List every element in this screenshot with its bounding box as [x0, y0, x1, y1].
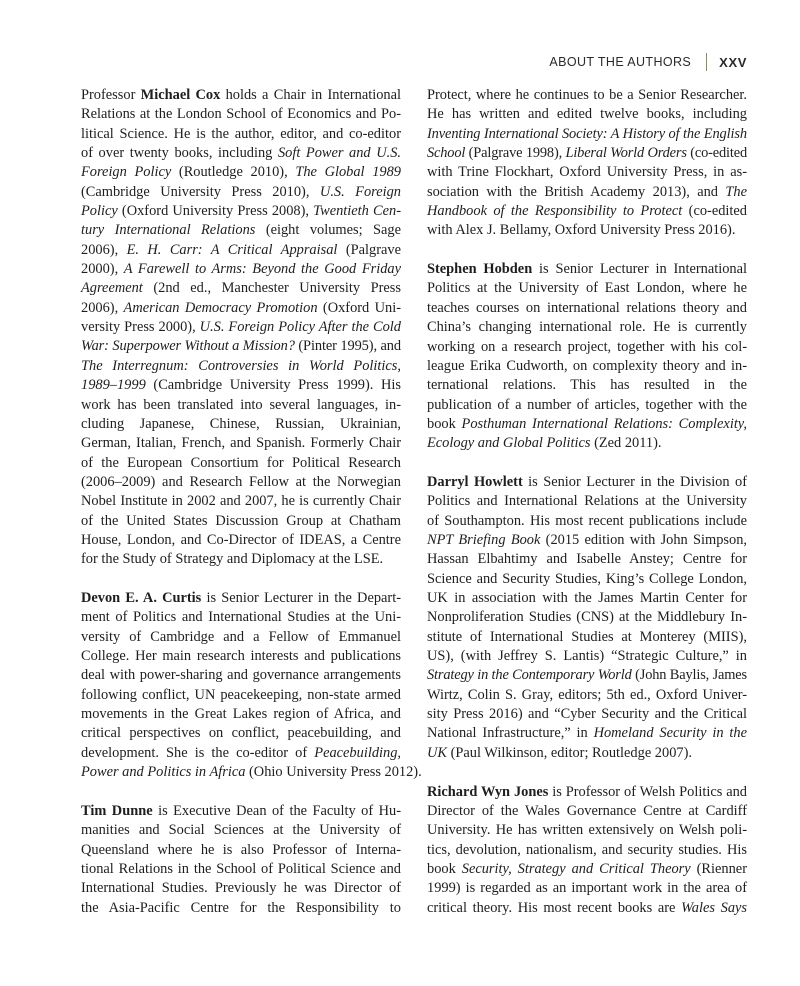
body-text: (Cambridge University Press 1999). His	[145, 377, 401, 394]
book-title: Liberal World Orders	[565, 145, 687, 162]
body-text: teaches courses on international relations theory and	[427, 299, 747, 316]
book-title: Ecology and Global Politics	[427, 435, 591, 452]
text-line	[427, 260, 747, 279]
text-line	[81, 899, 401, 918]
body-text: movements in the Great Lakes region of Africa, and	[81, 706, 401, 723]
text-line	[427, 357, 747, 376]
book-title: Security, Strategy and Critical Theory	[461, 860, 691, 877]
body-text: International Studies. Previously he was Director of	[81, 880, 401, 897]
text-line	[427, 628, 747, 647]
text-line	[427, 202, 747, 221]
text-line	[81, 744, 401, 763]
body-text: is Executive Dean of the Faculty of Hu-	[152, 802, 401, 819]
body-text: critical theory. His most recent books are	[427, 899, 682, 916]
text-line	[427, 279, 747, 298]
text-line	[427, 105, 747, 124]
text-line	[81, 202, 401, 221]
body-text: with Trine Flockhart, Oxford University Press, in as-	[427, 164, 747, 181]
text-line	[427, 841, 747, 860]
body-text: (Zed 2011).	[590, 435, 662, 452]
body-text: Hassan Elbahtimy and Isabelle Anstey; Centre for	[427, 551, 747, 568]
body-text: holds a Chair in International	[220, 87, 401, 103]
body-text: (Paul Wilkinson, editor; Routledge 2007).	[447, 744, 692, 761]
text-line	[427, 144, 747, 163]
body-text: China’s changing international role. He is currently	[427, 319, 747, 336]
body-text: following conflict, UN peacekeeping, non-state armed	[81, 686, 401, 703]
text-line	[427, 376, 747, 395]
text-line	[81, 860, 401, 879]
book-title: School	[427, 145, 466, 162]
body-text: book	[427, 860, 462, 877]
text-line	[81, 686, 401, 705]
book-title: Twentieth Cen-	[313, 203, 401, 220]
author-name: Stephen Hobden	[427, 261, 533, 278]
book-title: Inventing International Society: A History of the English	[427, 125, 747, 142]
body-text: development. She is the co-editor of	[81, 744, 315, 761]
text-line	[427, 163, 747, 182]
text-line	[81, 821, 401, 840]
book-title: Soft Power and U.S.	[277, 145, 401, 162]
body-text: 2000),	[81, 261, 124, 278]
section-title: ABOUT THE AUTHORS	[549, 55, 692, 69]
right-column	[427, 86, 747, 937]
left-column	[81, 86, 422, 937]
body-text: the Asia-Pacific Centre for the Responsibility to	[81, 899, 401, 916]
text-line	[81, 550, 401, 569]
text-line	[427, 86, 747, 105]
body-text: sity Press 2016) and “Cyber Security and the Critical	[427, 706, 747, 723]
text-line	[427, 396, 747, 415]
text-line	[81, 221, 401, 240]
author-bio	[81, 589, 422, 782]
text-line	[427, 821, 747, 840]
body-text: (Palgrave	[337, 241, 401, 258]
body-text: (co-edited	[682, 203, 747, 220]
text-line	[427, 783, 747, 802]
text-line	[81, 492, 401, 511]
text-line	[427, 724, 747, 743]
text-line	[81, 279, 401, 298]
body-text: Relations at the London School of Economics and Po-	[81, 106, 401, 123]
body-text: of the European Consortium for Political Research	[81, 454, 401, 471]
body-text: manities and Social Sciences at the University of	[81, 822, 401, 839]
body-text: (2006–2009) and Research Fellow at the Norwegian	[81, 473, 401, 490]
book-title: Peacebuilding,	[314, 744, 401, 761]
book-title: Policy	[81, 203, 118, 220]
author-name: Richard Wyn Jones	[427, 783, 549, 800]
body-text: Nonproliferation Studies (CNS) at the Middlebury In-	[427, 609, 747, 626]
text-line	[81, 589, 401, 608]
body-text: (Ohio University Press 2012).	[245, 764, 422, 781]
text-line	[427, 879, 747, 898]
body-text: Politics at the University of East London, where he	[427, 280, 747, 297]
book-title: tury International Relations	[81, 222, 256, 239]
book-title: Foreign Policy	[81, 164, 172, 181]
body-text: 1999) is regarded as an important work in the area of	[427, 880, 747, 897]
text-line	[427, 125, 747, 144]
body-text: tics, devolution, nationalism, and security studies. His	[427, 841, 747, 858]
body-text: He has written and edited twelve books, including	[427, 106, 747, 123]
author-bio	[427, 86, 747, 241]
body-text: is Senior Lecturer in the Depart-	[201, 589, 402, 606]
text-line	[427, 221, 747, 240]
body-text: cluding Japanese, Chinese, Russian, Ukrainian,	[81, 415, 401, 432]
body-text: sociation with the British Academy 2013), and	[427, 183, 726, 200]
book-title: UK	[427, 744, 447, 761]
book-title: Wales Says	[681, 899, 747, 916]
body-text: Queensland where he is also Professor of Interna-	[81, 841, 401, 858]
body-text: for the Study of Strategy and Diplomacy at the LSE.	[81, 551, 384, 568]
body-text: of Southampton. His most recent publications include	[427, 512, 747, 529]
text-line	[81, 841, 401, 860]
text-line	[81, 473, 401, 492]
author-bio	[81, 86, 401, 570]
body-text: 2006),	[81, 241, 127, 258]
text-line	[427, 589, 747, 608]
body-text: (Rienner	[690, 860, 747, 877]
text-line	[427, 415, 747, 434]
author-bio	[427, 260, 747, 453]
book-title: A Farewell to Arms: Beyond the Good Friday	[123, 261, 401, 278]
book-title: War: Superpower Without a Mission?	[81, 338, 295, 355]
text-line	[81, 705, 401, 724]
text-line	[427, 802, 747, 821]
book-title: The	[725, 183, 747, 200]
body-text: league Erika Cudworth, on complexity theory and in-	[427, 357, 747, 374]
book-title: Agreement	[81, 280, 143, 297]
body-text: Politics and International Relations at the University	[427, 493, 747, 510]
text-line	[81, 666, 401, 685]
text-line	[427, 512, 747, 531]
text-line	[81, 163, 401, 182]
text-line	[81, 125, 401, 144]
body-text: Science and Security Studies, King’s College London,	[427, 570, 747, 587]
text-line	[427, 492, 747, 511]
text-line	[81, 337, 401, 356]
body-text: UK in association with the James Martin Center for	[427, 590, 747, 607]
author-bio	[427, 783, 747, 918]
author-bio	[81, 802, 401, 918]
body-text: working on a research project, together with his col-	[427, 338, 747, 355]
book-title: NPT Briefing Book	[427, 532, 541, 548]
book-title: 1989–1999	[81, 377, 146, 394]
text-line	[427, 434, 747, 453]
body-text: (Palgrave 1998),	[465, 145, 566, 162]
body-text: tional Relations in the School of Political Science and	[81, 860, 401, 877]
text-line	[81, 183, 401, 202]
body-text: of the United States Discussion Group at Chatham	[81, 512, 401, 529]
author-name: Devon E. A. Curtis	[81, 589, 202, 606]
body-text: (Routledge 2010),	[171, 164, 296, 181]
body-text: ternational relations. This has resulted in the	[427, 377, 747, 394]
author-name: Michael Cox	[140, 87, 221, 103]
page-number: XXV	[719, 54, 747, 70]
header-divider	[706, 53, 707, 71]
text-line	[427, 705, 747, 724]
body-text: (John Baylis, James	[631, 667, 747, 684]
text-line	[81, 241, 401, 260]
text-line	[81, 512, 401, 531]
book-title: American Democracy Promotion	[123, 299, 318, 316]
body-text: with Alex J. Bellamy, Oxford University Press 2016).	[427, 222, 736, 239]
body-text: Wirtz, Colin S. Gray, editors; 5th ed., Oxford Univer-	[427, 686, 747, 703]
text-line	[427, 608, 747, 627]
text-line	[427, 860, 747, 879]
book-title: The Global 1989	[295, 164, 401, 181]
text-line	[81, 434, 401, 453]
body-text: versity Press 2000),	[81, 319, 200, 336]
text-line	[427, 647, 747, 666]
text-line	[427, 299, 747, 318]
body-text: (Cambridge University Press 2010),	[81, 183, 320, 200]
book-title: E. H. Carr: A Critical Appraisal	[126, 241, 338, 258]
text-line	[81, 357, 401, 376]
text-line	[427, 666, 747, 685]
text-line	[81, 260, 401, 279]
body-text: is Senior Lecturer in International	[532, 261, 747, 278]
book-title: Strategy in the Contemporary World	[427, 667, 632, 684]
text-line	[81, 396, 401, 415]
text-line	[81, 608, 401, 627]
text-line	[427, 473, 747, 492]
body-text: (eight volumes; Sage	[255, 222, 401, 239]
text-line	[81, 802, 401, 821]
body-text: (Oxford University Press 2008),	[117, 203, 314, 220]
body-text: is Senior Lecturer in the Division of	[522, 473, 747, 490]
body-text: House, London, and Co-Director of IDEAS, a Centre	[81, 531, 401, 548]
text-line	[81, 879, 401, 898]
text-line	[427, 899, 747, 918]
body-text: Director of the Wales Governance Centre at Cardiff	[427, 802, 747, 819]
body-text: Professor	[81, 87, 141, 103]
author-name: Tim Dunne	[81, 802, 153, 819]
text-line	[81, 86, 401, 105]
body-text: deal with power-sharing and governance arrangements	[81, 667, 401, 684]
text-line	[427, 570, 747, 589]
text-line	[81, 144, 401, 163]
text-line	[81, 724, 401, 743]
book-title: Handbook of the Responsibility to Protect	[427, 203, 683, 220]
body-text: College. Her main research interests and publications	[81, 648, 401, 665]
body-text: critical perspectives on conflict, peacebuilding, and	[81, 725, 401, 742]
text-line	[81, 318, 401, 337]
body-text: (Oxford Uni-	[317, 299, 401, 316]
book-title: U.S. Foreign	[319, 183, 401, 200]
text-line	[81, 376, 401, 395]
text-line	[81, 415, 401, 434]
body-text: University. He has written extensively on Welsh poli-	[427, 822, 747, 839]
body-text: Nobel Institute in 2002 and 2007, he is currently Chair	[81, 493, 401, 510]
body-text: (2015 edition with John Simpson,	[540, 532, 747, 548]
text-line	[81, 628, 401, 647]
body-text: German, Italian, French, and Spanish. Formerly Chair	[81, 435, 401, 452]
running-header	[549, 52, 747, 72]
text-line	[427, 531, 747, 550]
body-text: work has been translated into several languages, in-	[81, 396, 401, 413]
text-line	[427, 338, 747, 357]
text-line	[81, 299, 401, 318]
body-text: is Professor of Welsh Politics and	[548, 783, 747, 800]
text-line	[427, 744, 747, 763]
text-line	[81, 105, 401, 124]
text-line	[81, 763, 422, 782]
body-text: (Pinter 1995), and	[294, 338, 401, 355]
book-title: Homeland Security in the	[593, 725, 747, 742]
body-text: litical Science. He is the author, editor, and co-editor	[81, 125, 401, 142]
text-line	[81, 647, 401, 666]
body-text: versity of Cambridge and a Fellow of Emmanuel	[81, 628, 401, 645]
body-text: (2nd ed., Manchester University Press	[142, 280, 401, 297]
text-line	[427, 183, 747, 202]
body-text: book	[427, 415, 462, 432]
body-text: 2006),	[81, 299, 124, 316]
text-line	[81, 531, 401, 550]
body-text: US), (with Jeffrey S. Lantis) “Strategic Culture,” in	[427, 648, 747, 665]
body-text: stitute of International Studies at Monterey (MIIS),	[427, 628, 747, 645]
book-title: The Interregnum: Controversies in World Politics,	[81, 357, 401, 374]
body-text: National Infrastructure,” in	[427, 725, 594, 742]
body-text: of over twenty books, including	[81, 145, 278, 162]
body-text: publication of a number of articles, together with the	[427, 396, 747, 413]
body-text: ment of Politics and International Studies at the Uni-	[81, 609, 401, 626]
author-name: Darryl Howlett	[427, 473, 523, 490]
text-line	[427, 550, 747, 569]
text-line	[427, 318, 747, 337]
text-line	[427, 686, 747, 705]
author-bio	[427, 473, 747, 763]
body-text: Protect, where he continues to be a Senior Researcher.	[427, 87, 747, 103]
text-line	[81, 454, 401, 473]
book-title: Power and Politics in Africa	[81, 764, 246, 781]
book-title: Posthuman International Relations: Complexity,	[461, 415, 748, 432]
body-text: (co-edited	[686, 145, 747, 162]
book-title: U.S. Foreign Policy After the Cold	[199, 319, 401, 336]
